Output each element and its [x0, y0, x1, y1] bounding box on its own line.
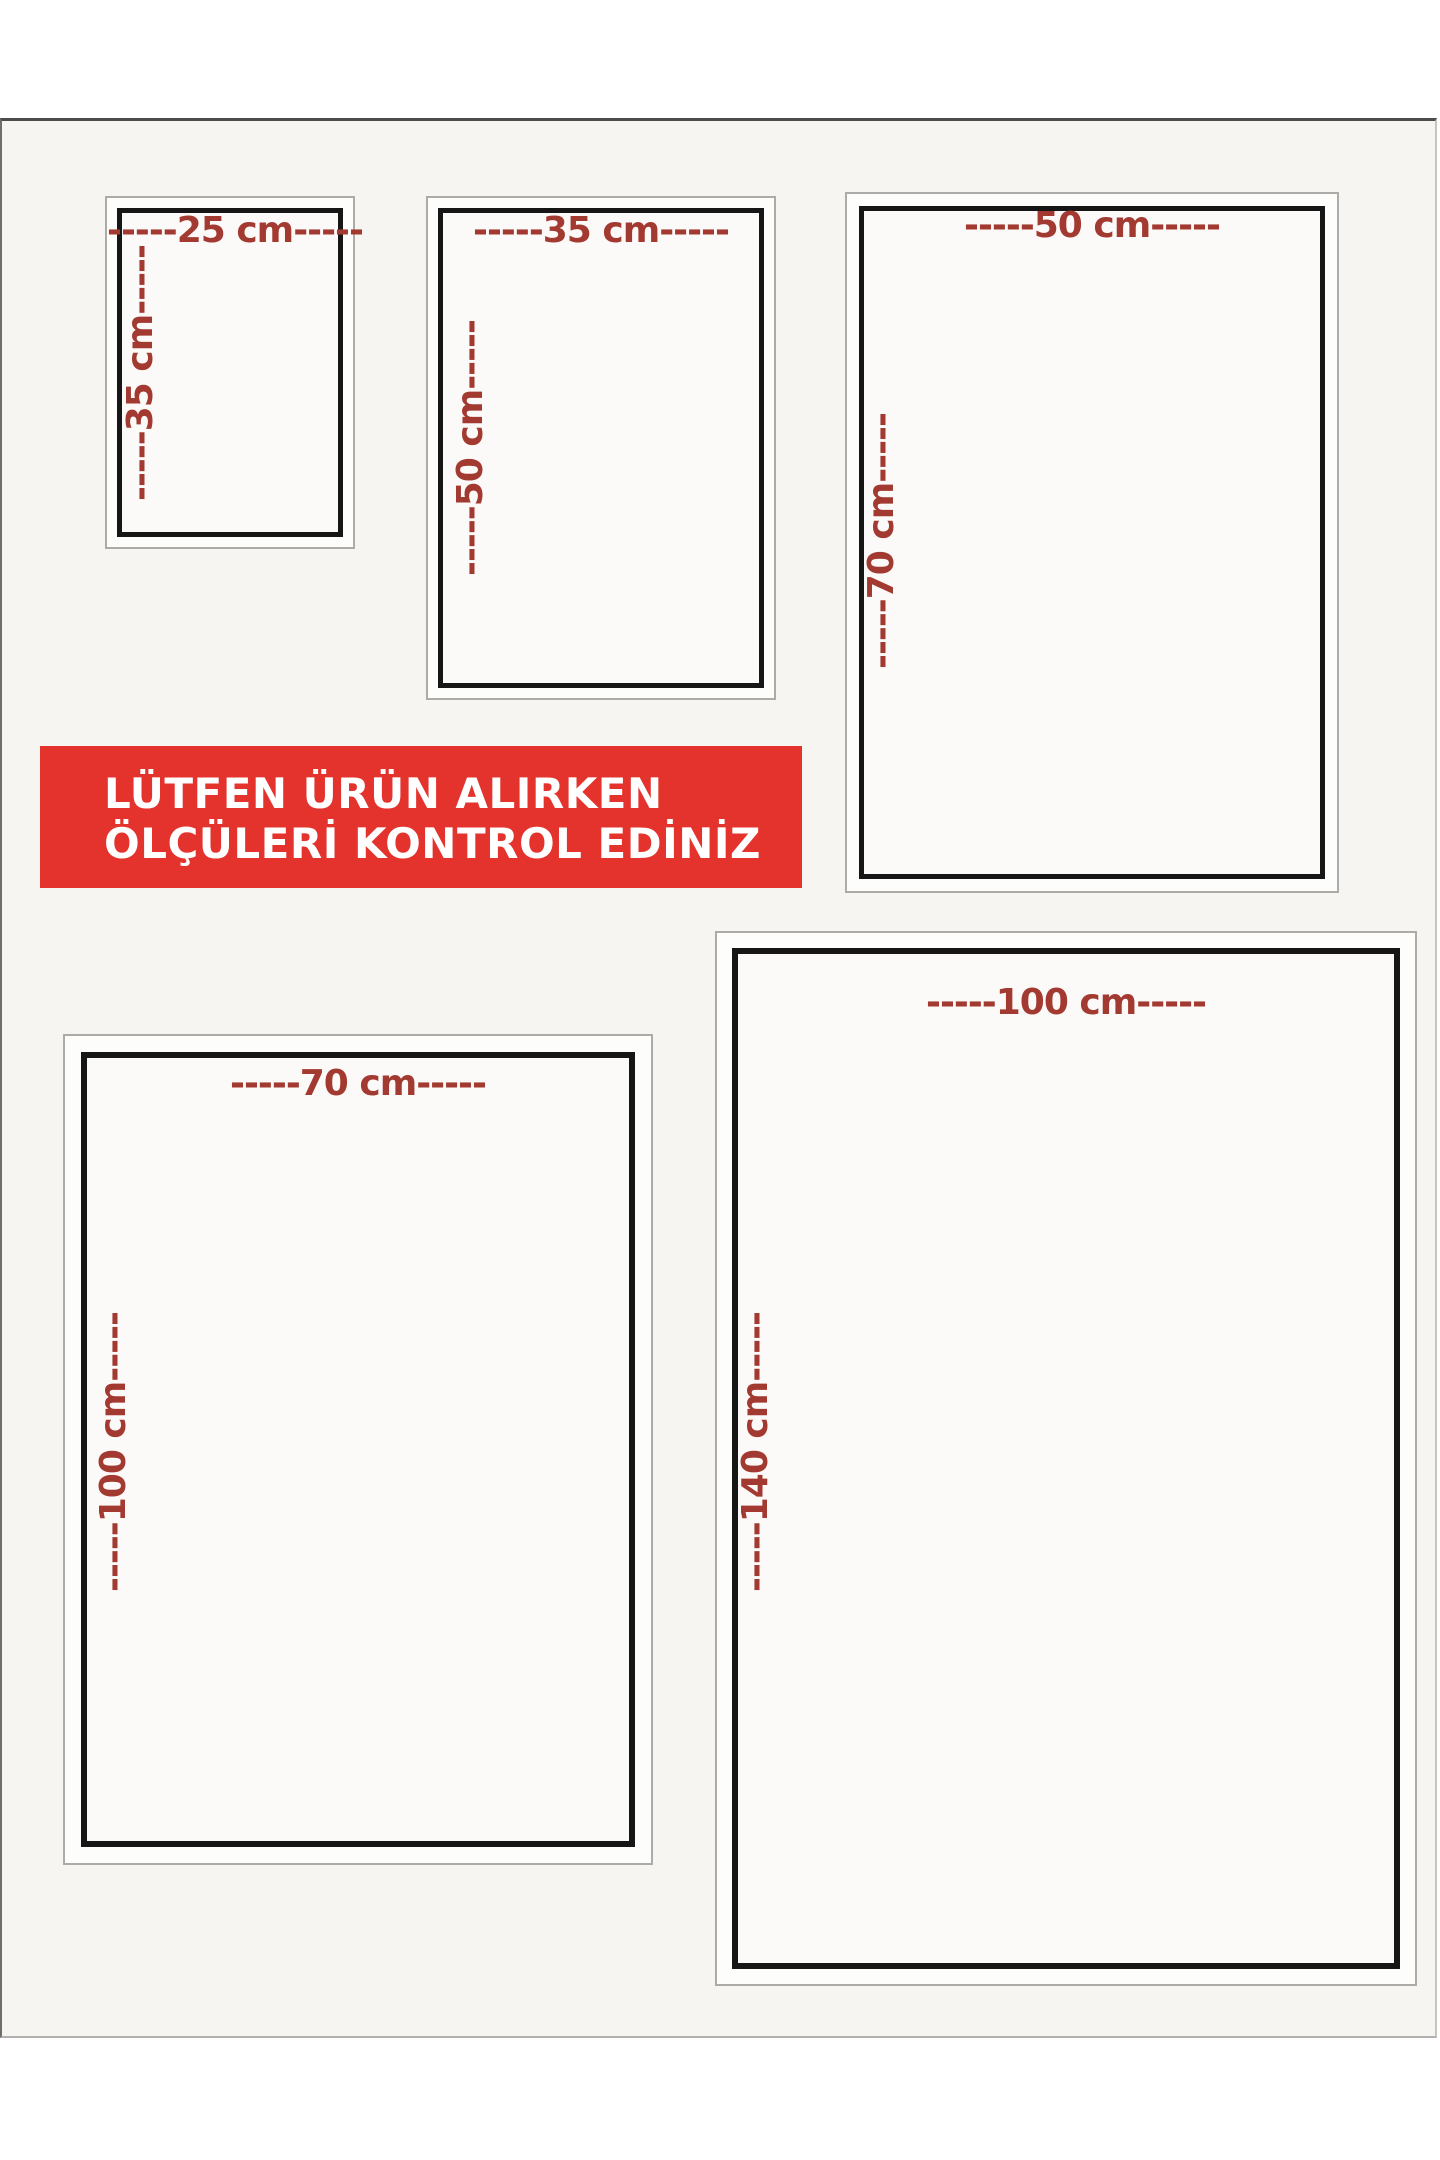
- height-label-35cm: -----35 cm-----: [120, 245, 162, 501]
- size-box-35x50: [426, 196, 776, 700]
- height-label-100cm: -----100 cm-----: [93, 1312, 135, 1592]
- width-label-100cm: -----100 cm-----: [926, 982, 1206, 1023]
- size-box-50x70-inner-frame: [859, 206, 1325, 879]
- size-box-70x100: [63, 1034, 653, 1865]
- size-box-25x35: [105, 196, 363, 549]
- warning-banner: [40, 746, 802, 888]
- warning-banner-line1: LÜTFEN ÜRÜN ALIRKEN: [104, 769, 663, 818]
- size-box-50x70: [845, 192, 1339, 893]
- size-box-70x100-inner-frame: [81, 1052, 635, 1847]
- size-box-100x140: [715, 931, 1417, 1986]
- height-label-140cm: -----140 cm-----: [735, 1312, 777, 1592]
- size-box-100x140-inner-frame: [732, 948, 1400, 1969]
- width-label-70cm: -----70 cm-----: [230, 1063, 486, 1104]
- size-guide-sheet: [0, 118, 1437, 2038]
- warning-banner-line2: ÖLÇÜLERİ KONTROL EDİNİZ: [104, 819, 761, 868]
- width-label-35cm: -----35 cm-----: [473, 210, 729, 251]
- height-label-70cm: -----70 cm-----: [861, 413, 903, 669]
- width-label-50cm: -----50 cm-----: [964, 205, 1220, 246]
- width-label-25cm: -----25 cm-----: [107, 210, 363, 251]
- height-label-50cm: -----50 cm-----: [450, 320, 492, 576]
